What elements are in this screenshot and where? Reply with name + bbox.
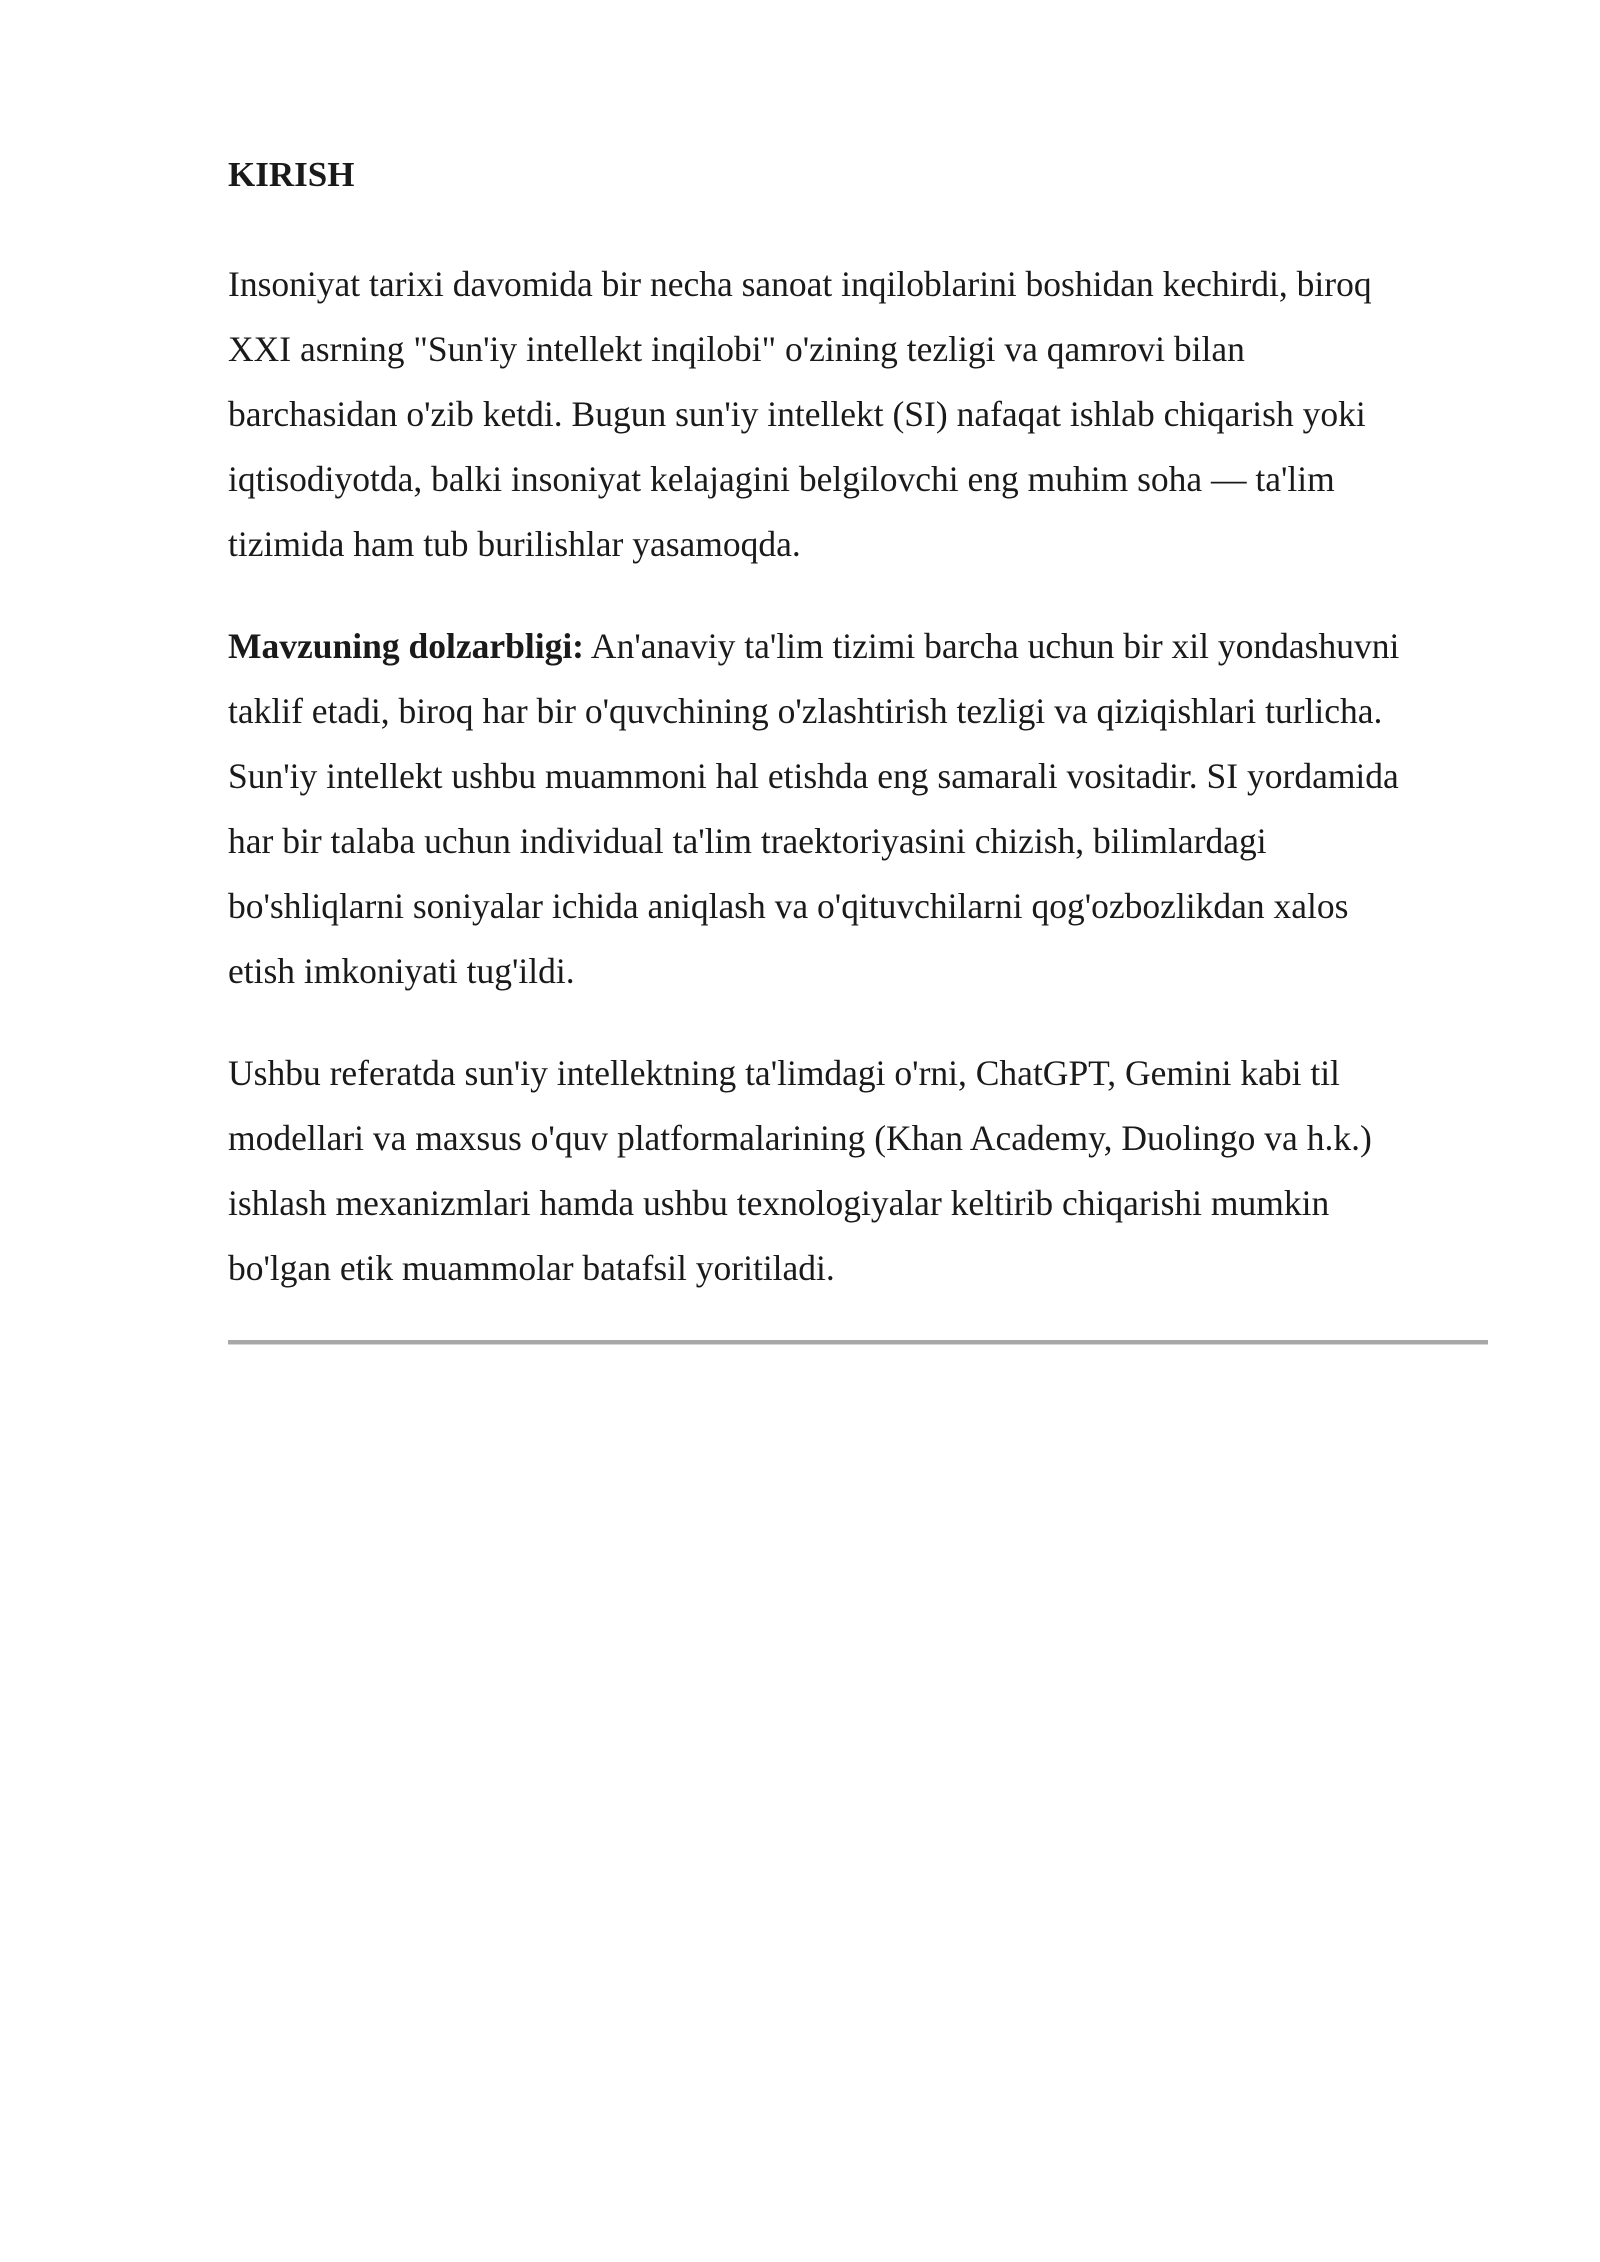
paragraph-line: Insoniyat tarixi davomida bir necha sanoat inqiloblarini boshidan kechirdi, biroq (228, 264, 1372, 304)
paragraph-line: tizimida ham tub burilishlar yasamoqda. (228, 524, 801, 564)
paragraph-line: ishlash mexanizmlari hamda ushbu texnologiyalar keltirib chiqarishi mumkin (228, 1183, 1330, 1223)
document-body (228, 150, 1490, 1338)
paragraph-line: Ushbu referatda sun'iy intellektning ta'limdagi o'rni, ChatGPT, Gemini kabi til (228, 1053, 1340, 1093)
relevance-lead-label: Mavzuning dolzarbligi: (228, 626, 585, 666)
paragraph-line-rest: An'anaviy ta'lim tizimi barcha uchun bir xil yondashuvni (584, 626, 1400, 666)
scope-paragraph (228, 1041, 1490, 1301)
paragraph-line: modellari va maxsus o'quv platformalarining (Khan Academy, Duolingo va h.k.) (228, 1118, 1372, 1158)
paragraph-first-line (228, 614, 1490, 679)
paragraph-line: har bir talaba uchun individual ta'lim traektoriyasini chizish, bilimlardagi (228, 821, 1267, 861)
paragraph-line: barchasidan o'zib ketdi. Bugun sun'iy intellekt (SI) nafaqat ishlab chiqarish yoki (228, 394, 1366, 434)
paragraph-line: Sun'iy intellekt ushbu muammoni hal etishda eng samarali vositadir. SI yordamida (228, 756, 1399, 796)
paragraph-line: etish imkoniyati tug'ildi. (228, 951, 575, 991)
paragraph-line: bo'shliqlarni soniyalar ichida aniqlash va o'qituvchilarni qog'ozbozlikdan xalos (228, 886, 1349, 926)
paragraph-line: bo'lgan etik muammolar batafsil yoritiladi. (228, 1248, 835, 1288)
paragraph-line: taklif etadi, biroq har bir o'quvchining o'zlashtirish tezligi va qiziqishlari turlicha. (228, 691, 1383, 731)
intro-paragraph (228, 252, 1490, 577)
paragraph-line: iqtisodiyotda, balki insoniyat kelajagini belgilovchi eng muhim soha — ta'lim (228, 459, 1335, 499)
paragraph-line: XXI asrning "Sun'iy intellekt inqilobi" o'zining tezligi va qamrovi bilan (228, 329, 1245, 369)
section-heading: KIRISH (228, 155, 355, 194)
horizontal-rule (228, 1340, 1488, 1345)
relevance-paragraph (228, 614, 1490, 1004)
